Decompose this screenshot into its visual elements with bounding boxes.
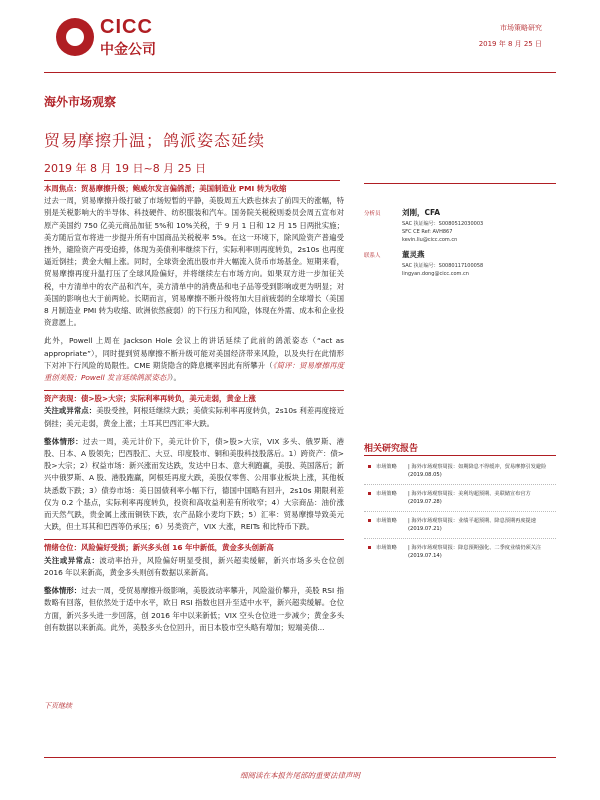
bullet-icon: [368, 465, 371, 468]
related-report-type: 市场策略: [376, 491, 397, 497]
header-divider: [44, 72, 556, 73]
report-type: 市场策略研究: [500, 24, 542, 32]
related-report-type: 市场策略: [376, 545, 397, 551]
analyst-info: [402, 220, 483, 244]
bullet-icon: [368, 492, 371, 495]
sentiment-label: 情绪仓位：: [44, 543, 81, 553]
related-report-type: 市场策略: [376, 518, 397, 524]
asset-focus-label: 关注或异常点：: [44, 406, 97, 416]
focus-label: 本周焦点：: [44, 184, 81, 193]
footer-divider: [44, 757, 556, 758]
contact-email[interactable]: lingyan.dong@cicc.com.cn: [402, 271, 469, 277]
report-date: 2019 年 8 月 25 日: [478, 40, 542, 48]
sentiment-focus-label: 关注或异常点：: [44, 555, 100, 565]
asset-overall-label: 整体情形：: [44, 436, 83, 446]
focus-paragraph-2-end: ）。: [169, 373, 181, 383]
asset-overall: [44, 436, 344, 534]
related-report-text: | 海外市场观察周报：业绩平超预期、降息预期再度提速 (2019.07.21): [408, 518, 536, 532]
bullet-icon: [368, 519, 371, 522]
related-report-link[interactable]: 《简评：贸易摩擦再度重创美股；Powell 发言延续鸽派姿态》: [44, 360, 344, 383]
focus-paragraph-1: 过去一周，贸易摩擦升级打破了市场短暂的平静，美股周五大跌也抹去了前四天的涨幅，特别是关税影响大的半导体、科技硬件、纺织服装和汽车。国务院关税税则委员会周五宣布对原产美国约 750 亿美元商品加征 5%和 10%关税，于 9 月 1 日和 12 月 15 日两批实施；美方随后宣布将进一步提升所有中国商品关税税率 5%。在这一环境下，除风险资产普遍受挫外，避险资产再受追捧，体现为美债利率继续下行，实际利率则再度转负，2s10s 也再度逼近倒挂；黄金大幅上涨。同时，全球资金流出股市并大幅流入货币市场基金。短期来看，贸易摩擦再度升温打压了全球风险偏好，并将继续左右市场方向。如果双方进一步加征关税，中方清单中的农产品和汽车，美方清单中的消费品和电子品等受到影响或更为明显；对美国的影响也大于前两轮。长期而言，贸易摩擦不断升级将加大目前疲弱的全球增长（美国 8 月制造业 PMI 转为收缩、欧洲依然疲弱）的下行压力和风险，体现在外需、成本和企业投资意愿上。: [44, 196, 344, 328]
related-separator: [364, 538, 556, 539]
focus-paragraph-2-main: 此外，Powell 上周在 Jackson Hole 会议上的讲话延续了此前的鸽派姿态（“act as appropriate”），同时提到贸易摩擦不断升级可能对美国经济带来风险，以及央行在此情形下对冲下行风险的局限性。CME 期货隐含的降息概率因此有所攀升（: [44, 336, 344, 370]
related-report-item[interactable]: [368, 463, 558, 481]
asset-headline: 债>股>大宗；实际利率再转负，美元走弱，黄金上涨: [80, 394, 256, 404]
bullet-icon: [368, 546, 371, 549]
asset-section: [44, 390, 344, 430]
logo-text-en: CICC: [100, 16, 153, 38]
sentiment-overall: [44, 585, 344, 634]
analyst-sac: SAC 执证编号：S0080512030003: [402, 221, 484, 227]
related-report-text: | 海外市场观察周报：降息预期强化、二季度业绩仍须关注 (2019.07.14): [408, 545, 542, 559]
cicc-logo: [56, 14, 186, 60]
asset-label: 资产表现：: [44, 394, 81, 404]
continued-note: 下页继续: [44, 702, 72, 710]
header-meta: [479, 20, 542, 52]
related-report-text: | 海外市场观察周报：如期降息不得缓冲，贸易摩擦引发避险 (2019.08.05): [408, 464, 547, 478]
related-report-type: 市场策略: [376, 464, 397, 470]
analyst-top-rule: [364, 183, 556, 184]
title-divider: [44, 180, 340, 181]
contact-sac: SAC 执证编号：S0080117100058: [402, 263, 484, 269]
sentiment-headline: 风险偏好受损；新兴多头创 16 年中新低，黄金多头创新高: [80, 543, 274, 553]
related-separator: [364, 484, 556, 485]
related-research-title: 相关研究报告: [364, 444, 419, 454]
sentiment-overall-text: 过去一周，受贸易摩擦升级影响，美股波动率攀升，风险溢价攀升，美股 RSI 指数略有回落，但依然处于适中水平，欧日 RSI 指数也回升至适中水平，新兴超卖缓解。仓位方面，新兴多头进一步回落，创 2016 年中以来新低；VIX 空头仓位进一步减少；黄金多头创有数据以来新高。此外，美股多头仓位回升，而日本股市空头略有增加；短端美债...: [44, 586, 344, 632]
focus-section: [44, 183, 344, 329]
analyst-role: 分析员: [364, 211, 381, 217]
cicc-logo-icon: [56, 18, 94, 56]
related-separator: [364, 511, 556, 512]
focus-paragraph-2: [44, 335, 344, 384]
related-report-item[interactable]: [368, 517, 558, 535]
contact-role: 联系人: [364, 253, 381, 259]
series-title: 海外市场观察: [44, 95, 117, 109]
related-research-divider: [364, 455, 556, 456]
sentiment-focus-text: 波动率抬升，风险偏好明显受损，新兴超卖缓解，新兴市场多头仓位创 2016 年以来新高，黄金多头则创有数据以来新高。: [44, 555, 344, 577]
legal-disclaimer: 细阅读在本报告尾部的重要法律声明: [240, 771, 360, 780]
asset-overall-text: 过去一周，美元计价下，美元计价下，债>股>大宗，VIX 多头、俄罗斯、港股、日本、A 股领先；巴西股汇、大豆、印度股市、铜和美股科技股落后。1）跨资产：债>股>大宗；2）权益市场：新兴涨而发达跌，发达中日本、意大利跑赢，美股、英国落后；新兴中俄罗斯、A 股、港股跑赢，阿根廷再度大跌，美股仅零售、公用事业板块上涨，其他板块悉数下跌；3）债券市场：美日国债利率小幅下行，德国中国略有回升，2s10s 期限利差仅为 0.2 个基点，实际利率再度转负，投资和高收益利差有所收窄；4）大宗商品：油价涨而天然气跌，贵金属上涨而铜铁下跌，农产品除小麦均下跌；5）汇率：贸易摩擦导致美元大跌，但土耳其和巴西等仍承压；6）另类资产，VIX 大涨，REITs 和比特币下跌。: [44, 436, 344, 532]
logo-text-cn: 中金公司: [100, 42, 156, 58]
date-range: 2019 年 8 月 19 日~8 月 25 日: [44, 162, 207, 175]
analyst-block-2: [364, 250, 556, 282]
related-report-text: | 海外市场观察周报：美利均超预期、美联储宣布官方 (2019.07.28): [408, 491, 531, 505]
related-report-item[interactable]: [368, 490, 558, 508]
sentiment-section: [44, 539, 344, 579]
main-body: [44, 183, 344, 640]
related-report-item[interactable]: [368, 544, 558, 562]
analyst-email[interactable]: kevin.liu@cicc.com.cn: [402, 237, 458, 243]
asset-focus-text: 美股受挫，阿根廷继续大跌；美债实际利率再度转负，2s10s 利差再度接近倒挂；美元走弱，黄金上涨；土耳其巴西汇率大跌。: [44, 406, 344, 428]
page-title: 贸易摩擦升温；鸽派姿态延续: [44, 131, 266, 150]
analyst-block-1: [364, 208, 556, 248]
sentiment-overall-label: 整体情形：: [44, 586, 82, 596]
contact-info: [402, 262, 483, 278]
contact-name: 董灵燕: [402, 250, 425, 259]
focus-headline: 贸易摩擦升级；鲍威尔发言偏鸽派；美国制造业 PMI 转为收缩: [80, 184, 287, 193]
analyst-name: 刘刚，CFA: [402, 208, 441, 217]
analyst-sfc: SFC CE Ref: AVH867: [402, 229, 453, 235]
